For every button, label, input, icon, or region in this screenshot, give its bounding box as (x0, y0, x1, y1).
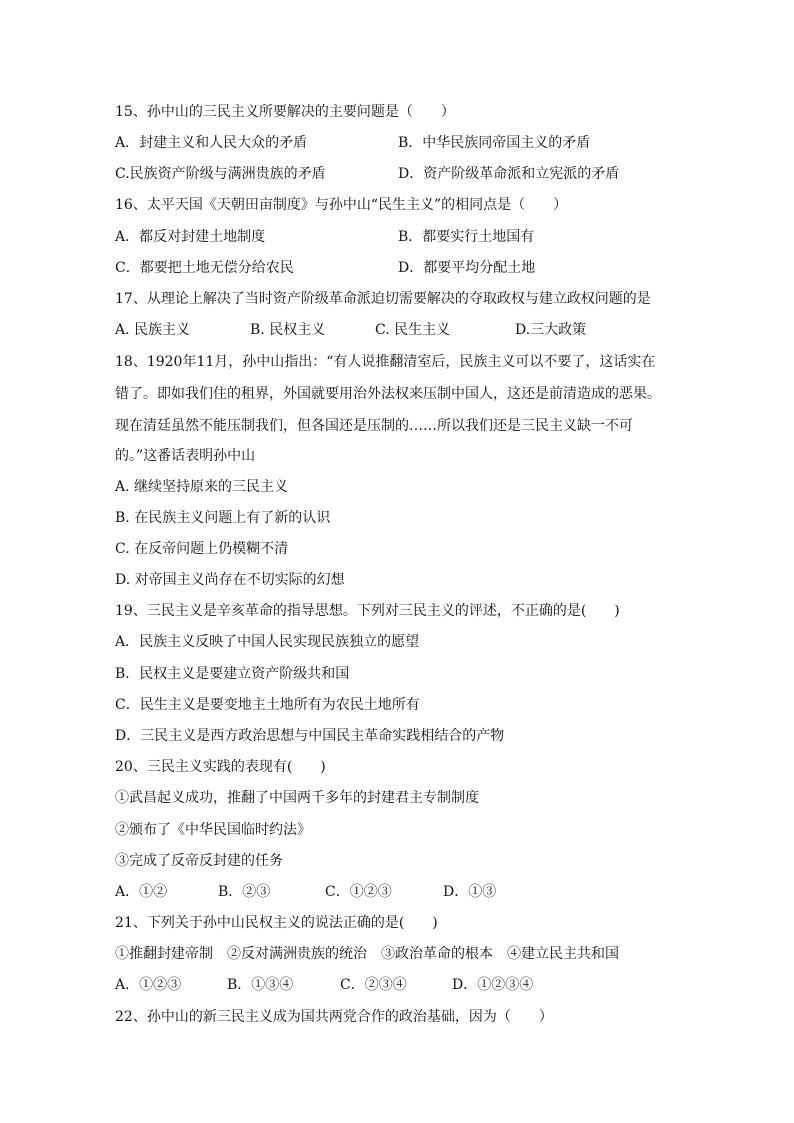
q20-item-3: ③完成了反帝反封建的任务 (115, 853, 283, 869)
q20-item-2: ②颁布了《中华民国临时约法》 (115, 822, 311, 838)
q18-option-a: A. 继续坚持原来的三民主义 (115, 479, 289, 495)
q16-option-a: A．都反对封建土地制度 (115, 229, 266, 245)
q20-option-a: A．①② (115, 884, 168, 900)
q21-option-d: D．①②③④ (452, 977, 534, 993)
q19-option-d: D．三民主义是西方政治思想与中国民主革命实践相结合的产物 (115, 728, 505, 744)
q19-option-a: A．民族主义反映了中国人民实现民族独立的愿望 (115, 634, 420, 650)
q18-stem-line-4: 的。”这番话表明孙中山 (115, 448, 256, 464)
q15-option-c: C.民族资产阶级与满洲贵族的矛盾 (115, 166, 326, 182)
q19-option-b: B．民权主义是要建立资产阶级共和国 (115, 666, 350, 682)
q18-stem-line-2: 错了。即如我们住的租界，外国就要用治外法权来压制中国人，这还是前清造成的恶果。 (115, 386, 661, 402)
q21-items: ①推翻封建帝制 ②反对满洲贵族的统治 ③政治革命的根本 ④建立民主共和国 (115, 946, 619, 962)
q21-option-b: B．①③④ (227, 977, 294, 993)
q21-option-a: A．①②③ (115, 977, 182, 993)
q15-option-a: A．封建主义和人民大众的矛盾 (115, 135, 308, 151)
q20-item-1: ①武昌起义成功，推翻了中国两千多年的封建君主专制制度 (115, 790, 479, 806)
q18-option-d: D. 对帝国主义尚存在不切实际的幻想 (115, 572, 345, 588)
q19-stem: 19、三民主义是辛亥革命的指导思想。下列对三民主义的评述，不正确的是( ) (115, 603, 620, 619)
q17-option-c: C. 民生主义 (375, 322, 451, 338)
q15-stem: 15、孙中山的三民主义所要解决的主要问题是（ ） (115, 104, 455, 120)
q20-stem: 20、三民主义实践的表现有( ) (115, 759, 326, 775)
q20-option-b: B．②③ (218, 884, 271, 900)
q16-option-d: D．都要平均分配土地 (398, 260, 536, 276)
q18-stem-line-3: 现在清廷虽然不能压制我们，但各国还是压制的……所以我们还是三民主义缺一不可 (115, 418, 633, 434)
q15-option-d: D．资产阶级革命派和立宪派的矛盾 (398, 166, 620, 182)
q16-option-c: C．都要把土地无偿分给农民 (115, 260, 294, 276)
q15-option-b: B．中华民族同帝国主义的矛盾 (398, 135, 591, 151)
q19-option-c: C．民生主义是要变地主土地所有为农民土地所有 (115, 697, 420, 713)
q20-option-d: D．①③ (443, 884, 497, 900)
q20-option-c: C．①②③ (325, 884, 392, 900)
q17-option-b: B. 民权主义 (250, 322, 326, 338)
q16-stem: 16、太平天国《天朝田亩制度》与孙中山“民生主义”的相同点是（ ） (115, 197, 568, 213)
q18-stem-line-1: 18、1920年11月，孙中山指出：“有人说推翻清室后，民族主义可以不要了，这话实在 (115, 354, 656, 370)
q18-option-b: B. 在民族主义问题上有了新的认识 (115, 510, 331, 526)
q17-option-a: A. 民族主义 (115, 322, 191, 338)
q18-option-c: C. 在反帝问题上仍模糊不清 (115, 541, 289, 557)
q17-option-d: D.三大政策 (515, 322, 587, 338)
q16-option-b: B．都要实行土地国有 (398, 229, 535, 245)
q21-stem: 21、下列关于孙中山民权主义的说法正确的是( ) (115, 915, 438, 931)
q17-stem: 17、从理论上解决了当时资产阶级革命派迫切需要解决的夺取政权与建立政权问题的是 (115, 291, 651, 307)
q22-stem: 22、孙中山的新三民主义成为国共两党合作的政治基础，因为（ ） (115, 1009, 553, 1025)
q21-option-c: C．②③④ (340, 977, 407, 993)
